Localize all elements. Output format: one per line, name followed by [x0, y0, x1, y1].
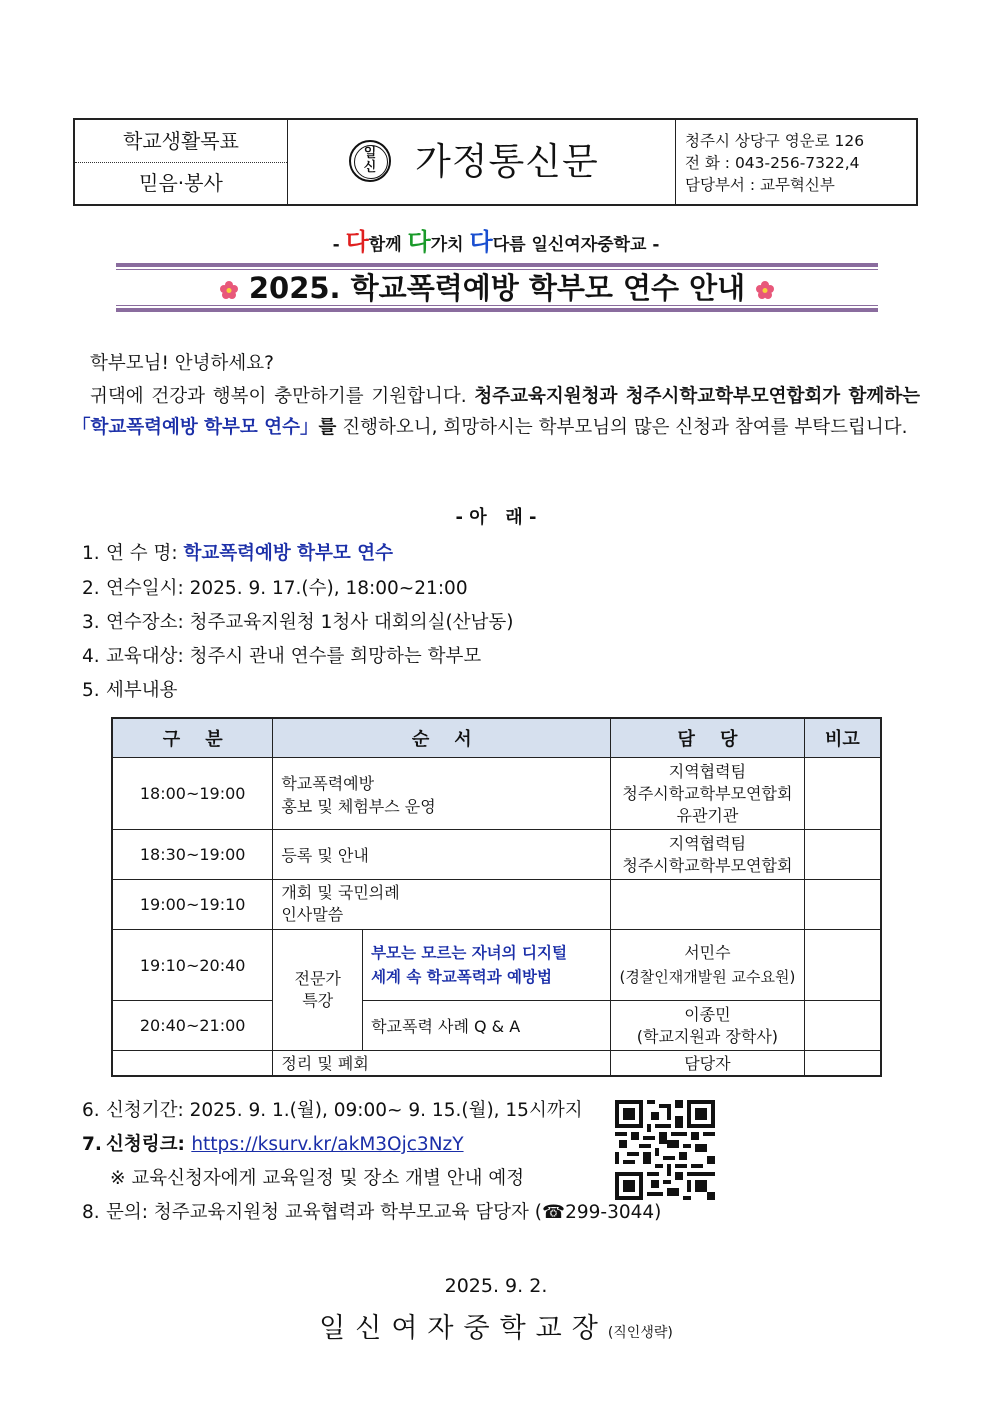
table-header-row	[112, 718, 881, 758]
flower-icon	[219, 280, 239, 300]
goal-value: 믿음·봉사	[139, 171, 223, 195]
table-row: 20:40~21:00 학교폭력 사례 Q & A 이종민 (학교지원과 장학사)	[112, 1001, 881, 1051]
qr-code-icon[interactable]	[615, 1100, 715, 1200]
school-department: 담당부서 : 교무혁신부	[685, 176, 835, 194]
table-row: 19:10~20:40 전문가 특강 부모는 모르는 자녀의 디지털 세계 속 학교폭력과 예방법 서민수 (경찰인재개발원 교수요원)	[112, 930, 881, 1001]
schedule-table	[111, 717, 882, 1077]
table-row: 18:30~19:00 등록 및 안내 지역협력팀 청주시학교학부모연합회	[112, 830, 881, 880]
school-contact	[685, 130, 864, 196]
registration-link[interactable]: https://ksurv.kr/akM3Ojc3NzY	[191, 1134, 464, 1155]
phone-icon: ☎	[542, 1202, 566, 1223]
greeting: 학부모님! 안녕하세요?	[90, 353, 274, 374]
list-item: 7. 신청링크: https://ksurv.kr/akM3Ojc3NzY	[82, 1134, 464, 1155]
registration-note: ※ 교육신청자에게 교육일정 및 장소 개별 안내 예정	[110, 1168, 525, 1189]
col-header-note: 비고	[804, 718, 881, 758]
table-row: 정리 및 폐회 담당자	[112, 1051, 881, 1076]
school-logo-icon: 일 신	[349, 140, 391, 182]
flower-icon	[755, 280, 775, 300]
title-banner	[116, 263, 878, 312]
page-title: 2025. 학교폭력예방 학부모 연수 안내	[248, 271, 746, 305]
list-item: 2. 연수일시: 2025. 9. 17.(수), 18:00~21:00	[82, 578, 468, 599]
list-item: 3. 연수장소: 청주교육지원청 1청사 대회의실(산남동)	[82, 612, 514, 633]
list-item: 1. 연 수 명: 학교폭력예방 학부모 연수	[82, 543, 393, 564]
list-item: 8. 문의: 청주교육지원청 교육협력과 학부모교육 담당자 (☎299-3044)	[82, 1202, 662, 1223]
school-goal-box	[75, 120, 288, 204]
motto-da-2: 다	[407, 228, 431, 256]
table-row: 18:00~19:00 학교폭력예방 홍보 및 체험부스 운영 지역협력팀 청주시학교학부모연합회 유관기관	[112, 758, 881, 830]
list-item: 4. 교육대상: 청주시 관내 연수를 희망하는 학부모	[82, 646, 482, 667]
newsletter-title: 가정통신문	[415, 140, 599, 183]
list-item: 6. 신청기간: 2025. 9. 1.(월), 09:00~ 9. 15.(월), 15시까지	[82, 1100, 583, 1121]
newsletter-title-box	[287, 120, 676, 204]
school-phone: 전 화 : 043-256-7322,4	[685, 154, 860, 172]
school-address: 청주시 상당구 영운로 126	[685, 132, 865, 150]
signature: 일신여자중학교장(직인생략)	[319, 1313, 673, 1344]
col-header-order: 순 서	[273, 718, 611, 758]
table-row: 19:00~19:10 개회 및 국민의례 인사말씀	[112, 880, 881, 930]
school-motto: - 다함께 다가치 다다름 일신여자중학교 -	[332, 228, 660, 256]
col-header-category: 구 분	[112, 718, 273, 758]
motto-da-3: 다	[469, 228, 493, 256]
notice-heading: - 아 래 -	[455, 507, 537, 528]
goal-label: 학교생활목표	[75, 120, 287, 163]
list-item: 5. 세부내용	[82, 680, 178, 701]
motto-da-1: 다	[345, 228, 369, 256]
intro-paragraph: 귀댁에 건강과 행복이 충만하기를 기원합니다. 청주교육지원청과 청주시학교학부모연합회가 함께하는 「학교폭력예방 학부모 연수」를 진행하오니, 희망하시는 학부모님의 많은 신청과 참여를 부탁드립니다.	[72, 386, 920, 438]
col-header-charge: 담 당	[611, 718, 804, 758]
letterhead	[73, 118, 918, 206]
issue-date: 2025. 9. 2.	[444, 1275, 548, 1297]
